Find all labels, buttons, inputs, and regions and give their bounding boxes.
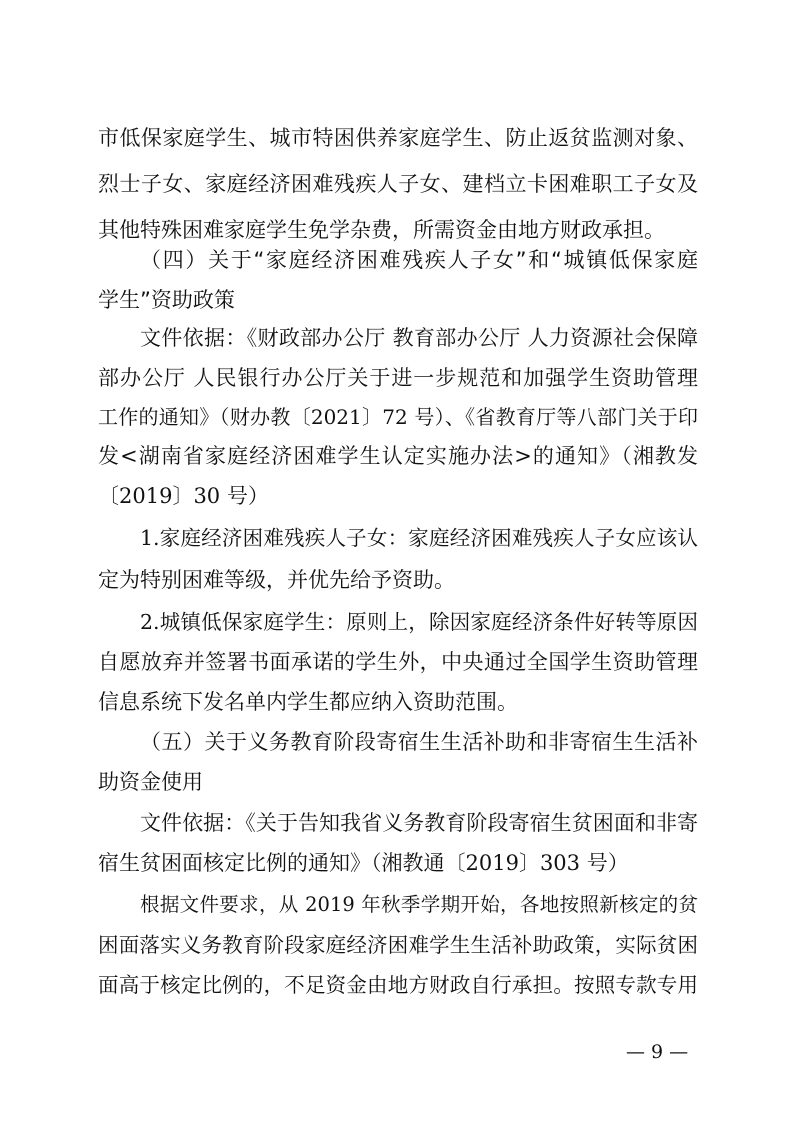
section-heading-line: （五）关于义务教育阶段寄宿生生活补助和非寄宿生生活补 xyxy=(140,730,698,754)
section-heading-line: 学生”资助政策 xyxy=(98,288,235,312)
body-text-line: 〔2019〕30 号） xyxy=(98,484,269,508)
body-text-line: 面高于核定比例的，不足资金由地方财政自行承担。按照专款专用 xyxy=(98,973,698,997)
body-text-line: 2.城镇低保家庭学生：原则上，除因家庭经济条件好转等原因 xyxy=(140,610,698,634)
body-text-line: 其他特殊困难家庭学生免学杂费，所需资金由地方财政承担。 xyxy=(98,218,665,242)
body-text-line: 自愿放弃并签署书面承诺的学生外，中央通过全国学生资助管理 xyxy=(98,650,698,674)
body-text-line: 定为特别困难等级，并优先给予资助。 xyxy=(98,568,455,592)
section-heading-line: 助资金使用 xyxy=(98,770,203,794)
body-text-line: 文件依据：《关于告知我省义务教育阶段寄宿生贫困面和非寄 xyxy=(140,811,698,835)
body-text-line: 文件依据：《财政部办公厅 教育部办公厅 人力资源社会保障 xyxy=(140,326,698,350)
body-text-line: 困面落实义务教育阶段家庭经济困难学生生活补助政策，实际贫困 xyxy=(98,933,698,957)
body-text-line: 部办公厅 人民银行办公厅关于进一步规范和加强学生资助管理 xyxy=(98,366,698,390)
body-text-line: 烈士子女、家庭经济困难残疾人子女、建档立卡困难职工子女及 xyxy=(98,172,698,196)
body-text-line: 1.家庭经济困难残疾人子女：家庭经济困难残疾人子女应该认 xyxy=(140,526,698,550)
body-text-line: 市低保家庭学生、城市特困供养家庭学生、防止返贫监测对象、 xyxy=(98,126,698,150)
body-text-line: 工作的通知》（财办教〔2021〕72 号）、《省教育厅等八部门关于印 xyxy=(98,405,698,429)
section-heading-line: （四）关于“家庭经济困难残疾人子女”和“城镇低保家庭 xyxy=(140,248,698,272)
page-number: — 9 — xyxy=(626,1041,689,1063)
body-text-line: 根据文件要求，从 2019 年秋季学期开始，各地按照新核定的贫 xyxy=(140,893,698,916)
body-text-line: 宿生贫困面核定比例的通知》（湘教通〔2019〕303 号） xyxy=(98,851,629,875)
body-text-line: 信息系统下发名单内学生都应纳入资助范围。 xyxy=(98,690,518,714)
body-text-line: 发<湖南省家庭经济困难学生认定实施办法>的通知》（湘教发 xyxy=(98,444,698,468)
